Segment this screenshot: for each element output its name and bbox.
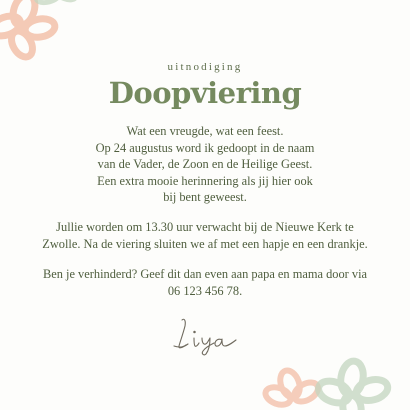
text-line: Op 24 augustus word ik gedoopt in de naam	[95, 140, 315, 155]
text-line: Zwolle. Na de viering sluiten we af met een hapje en een drankje.	[42, 236, 368, 251]
text-line: Een extra mooie herinnering als jij hier ook	[97, 173, 313, 188]
page-title: Doopviering	[108, 76, 302, 110]
text-line: bij bent geweest.	[163, 190, 247, 204]
text-line: Wat een vreugde, wat een feest.	[126, 124, 284, 138]
text-line: Jullie worden om 13.30 uur verwacht bij de Nieuwe Kerk te	[56, 220, 354, 234]
phone-number: 06 123 456 78.	[167, 283, 243, 298]
signature	[170, 312, 250, 356]
green-flower-icon	[30, 0, 80, 16]
text-line: Ben je verhinderd? Geef dit dan even aan papa en mama door via	[42, 267, 368, 281]
green-flower-icon	[312, 354, 396, 410]
message-paragraph	[0, 123, 410, 206]
event-details-paragraph	[0, 219, 410, 252]
rsvp-paragraph	[0, 266, 410, 299]
invitation-subtitle: uitnodiging	[167, 61, 243, 73]
text-line: van de Vader, de Zoon en de Heilige Geest.	[97, 157, 313, 171]
